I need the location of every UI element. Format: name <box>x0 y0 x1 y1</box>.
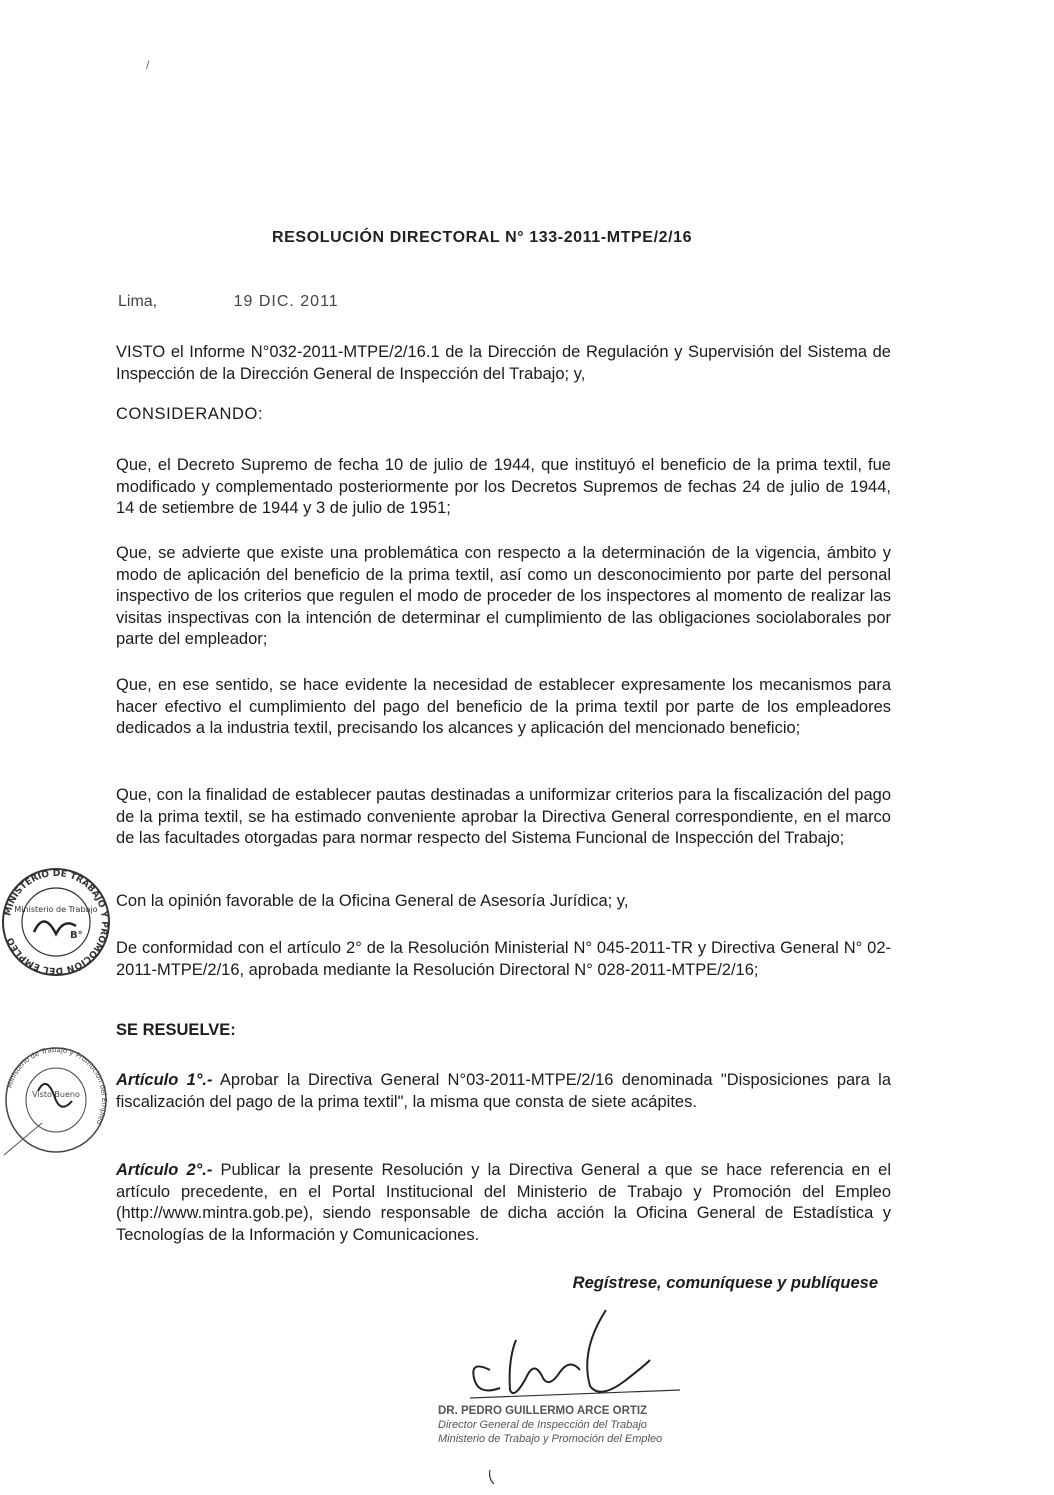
handwritten-signature <box>430 1300 710 1490</box>
seal-bottom-inner-text: Visto Bueno <box>32 1090 80 1099</box>
date-stamp: 19 DIC. 2011 <box>233 293 339 310</box>
signer-name: DR. PEDRO GUILLERMO ARCE ORTIZ <box>438 1405 648 1417</box>
closing-formula: Regístrese, comuníquese y publíquese <box>572 1274 878 1292</box>
considerando-4: Que, con la finalidad de establecer pautas destinadas a uniformizar criterios para la fiscalización del pago de la prima textil, se ha estimado conveniente aprobar la Directiva General correspondiente, en el marco de las facultades otorgadas para normar respecto del Sistema Funcional de Inspección del Trabajo; <box>116 786 891 847</box>
considerando-6: De conformidad con el artículo 2° de la Resolución Ministerial N° 045-2011-TR y Directiva General N° 02-2011-MTPE/2/16, aprobada mediante la Resolución Directoral N° 028-2011-MTPE/2/16; <box>116 939 891 979</box>
considerando-heading: CONSIDERANDO: <box>116 405 264 423</box>
place-date <box>118 293 339 311</box>
ministry-seal-bottom <box>2 1045 110 1155</box>
svg-text:B°: B° <box>70 930 83 941</box>
considerando-3: Que, en ese sentido, se hace evidente la necesidad de establecer expresamente los mecanismos para hacer efectivo el cumplimiento del pago del beneficio de la prima textil por parte de los empleadores dedicados a la industria textil, precisando los alcances y aplicación del mencionado beneficio; <box>116 676 891 737</box>
signer-org: Ministerio de Trabajo y Promoción del Empleo <box>438 1433 663 1445</box>
seal-top-inner-text: Ministerio de Trabajo <box>14 905 98 914</box>
resolution-title: RESOLUCIÓN DIRECTORAL N° 133-2011-MTPE/2/16 <box>272 229 693 246</box>
corner-mark: / <box>146 58 150 72</box>
ministry-seal-top <box>0 866 112 978</box>
seal-bottom-ring-text: Ministerio de Trabajo y Promoción del Empleo <box>5 1045 109 1126</box>
article-1-text: Aprobar la Directiva General N°03-2011-MTPE/2/16 denominada "Disposiciones para la fiscalización del pago de la prima textil", la misma que consta de siete acápites. <box>116 1071 891 1111</box>
visto-paragraph: VISTO el Informe N°032-2011-MTPE/2/16.1 de la Dirección de Regulación y Supervisión del Sistema de Inspección de la Dirección General de Inspección del Trabajo; y, <box>116 343 891 383</box>
place: Lima, <box>118 293 158 310</box>
article-2-text: Publicar la presente Resolución y la Directiva General a que se hace referencia en el artículo precedente, en el Portal Institucional del Ministerio de Trabajo y Promoción del Empleo (http://www.mintra.gob.pe), siendo responsable de dicha acción la Oficina General de Estadística y Tecnologías de la Información y Comunicaciones. <box>116 1161 891 1244</box>
considerando-5: Con la opinión favorable de la Oficina General de Asesoría Jurídica; y, <box>116 892 629 910</box>
article-1-label: Artículo 1°.- <box>116 1071 213 1089</box>
considerando-2: Que, se advierte que existe una problemática con respecto a la determinación de la vigencia, ámbito y modo de aplicación del beneficio de la prima textil, así como un desconocimiento por parte del personal inspectivo de los criterios que regulen el modo de proceder de los inspectores al momento de realizar las visitas inspectivas con la intención de determinar el cumplimiento de las obligaciones sociolaborales por parte del empleador; <box>116 544 891 648</box>
seal-top-ring-text: MINISTERIO DE TRABAJO Y PROMOCIÓN DEL EMPLEO <box>3 868 110 976</box>
resuelve-heading: SE RESUELVE: <box>116 1021 236 1039</box>
article-2-label: Artículo 2°.- <box>116 1161 213 1179</box>
considerando-1: Que, el Decreto Supremo de fecha 10 de julio de 1944, que instituyó el beneficio de la prima textil, fue modificado y complementado posteriormente por los Decretos Supremos de fechas 24 de julio de 1944, 14 de setiembre de 1944 y 3 de julio de 1951; <box>116 456 891 517</box>
signer-title: Director General de Inspección del Trabajo <box>438 1419 647 1431</box>
article-1 <box>116 1070 891 1113</box>
signer-block <box>438 1404 662 1446</box>
article-2 <box>116 1160 891 1246</box>
